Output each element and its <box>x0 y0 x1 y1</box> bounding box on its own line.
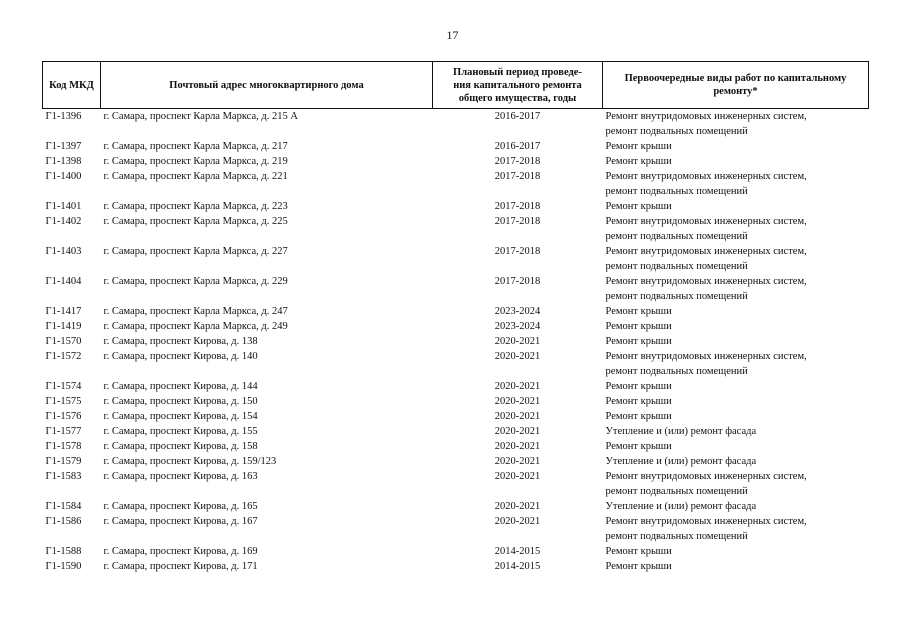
works-line: Ремонт крыши <box>605 381 672 392</box>
cell-works <box>603 109 869 140</box>
works-line: Ремонт крыши <box>605 141 672 152</box>
table-row <box>43 214 869 244</box>
cell-code: Г1-1417 <box>45 306 82 317</box>
cell-works <box>603 499 869 514</box>
cell-works <box>603 424 869 439</box>
table-row <box>43 319 869 334</box>
table-row <box>43 499 869 514</box>
table-row <box>43 139 869 154</box>
table-row <box>43 409 869 424</box>
housing-repair-table <box>42 61 869 574</box>
cell-code: Г1-1588 <box>45 546 82 557</box>
cell-address: г. Самара, проспект Карла Маркса, д. 229 <box>103 276 288 287</box>
works-line: ремонт подвальных помещений <box>605 531 748 542</box>
cell-code: Г1-1404 <box>45 276 82 287</box>
works-line: Ремонт внутридомовых инженерных систем, <box>605 246 807 257</box>
cell-works <box>603 394 869 409</box>
cell-works <box>603 379 869 394</box>
cell-code: Г1-1574 <box>45 381 82 392</box>
cell-code: Г1-1586 <box>45 516 82 527</box>
table-row <box>43 559 869 574</box>
cell-period: 2014-2015 <box>494 561 541 572</box>
table-body <box>43 109 869 575</box>
header-period <box>433 62 603 109</box>
cell-period: 2017-2018 <box>494 171 541 182</box>
works-line: ремонт подвальных помещений <box>605 261 748 272</box>
table-row <box>43 169 869 199</box>
cell-code: Г1-1577 <box>45 426 82 437</box>
cell-code: Г1-1396 <box>45 111 82 122</box>
table-row <box>43 304 869 319</box>
cell-period: 2017-2018 <box>494 276 541 287</box>
header-period-line: ния капитального ремонта <box>453 79 582 91</box>
works-line: Ремонт крыши <box>605 321 672 332</box>
cell-period: 2017-2018 <box>494 156 541 167</box>
works-line: Ремонт крыши <box>605 156 672 167</box>
table-row <box>43 274 869 304</box>
cell-works <box>603 319 869 334</box>
header-period-line: общего имущества, годы <box>458 92 577 104</box>
cell-period: 2023-2024 <box>494 306 541 317</box>
cell-address: г. Самара, проспект Кирова, д. 144 <box>103 381 258 392</box>
cell-address: г. Самара, проспект Карла Маркса, д. 247 <box>103 306 288 317</box>
works-line: Ремонт крыши <box>605 561 672 572</box>
cell-works <box>603 439 869 454</box>
works-line: Ремонт крыши <box>605 411 672 422</box>
works-line: Ремонт крыши <box>605 546 672 557</box>
cell-period: 2020-2021 <box>494 441 541 452</box>
cell-works <box>603 454 869 469</box>
cell-works <box>603 199 869 214</box>
cell-code: Г1-1584 <box>45 501 82 512</box>
works-line: Ремонт внутридомовых инженерных систем, <box>605 216 807 227</box>
cell-period: 2020-2021 <box>494 516 541 527</box>
cell-works <box>603 469 869 499</box>
cell-period: 2023-2024 <box>494 321 541 332</box>
cell-code: Г1-1400 <box>45 171 82 182</box>
cell-address: г. Самара, проспект Карла Маркса, д. 225 <box>103 216 288 227</box>
cell-code: Г1-1572 <box>45 351 82 362</box>
cell-period: 2020-2021 <box>494 501 541 512</box>
cell-period: 2020-2021 <box>494 456 541 467</box>
cell-code: Г1-1397 <box>45 141 82 152</box>
works-line: Ремонт крыши <box>605 201 672 212</box>
cell-period: 2020-2021 <box>494 396 541 407</box>
cell-period: 2017-2018 <box>494 246 541 257</box>
cell-period: 2020-2021 <box>494 411 541 422</box>
works-line: ремонт подвальных помещений <box>605 231 748 242</box>
cell-code: Г1-1579 <box>45 456 82 467</box>
cell-address: г. Самара, проспект Кирова, д. 159/123 <box>103 456 277 467</box>
cell-address: г. Самара, проспект Карла Маркса, д. 227 <box>103 246 288 257</box>
table-row <box>43 544 869 559</box>
cell-address: г. Самара, проспект Кирова, д. 154 <box>103 411 258 422</box>
works-line: ремонт подвальных помещений <box>605 291 748 302</box>
cell-works <box>603 304 869 319</box>
header-period-line: Плановый период проведе- <box>453 66 582 78</box>
cell-works <box>603 169 869 199</box>
table-row <box>43 379 869 394</box>
cell-code: Г1-1578 <box>45 441 82 452</box>
works-line: Ремонт крыши <box>605 396 672 407</box>
works-line: Утепление и (или) ремонт фасада <box>605 426 757 437</box>
cell-address: г. Самара, проспект Карла Маркса, д. 221 <box>103 171 288 182</box>
header-works-line: ремонту* <box>713 86 758 97</box>
cell-works <box>603 274 869 304</box>
works-line: ремонт подвальных помещений <box>605 486 748 497</box>
header-works-line: Первоочередные виды работ по капитальному <box>624 73 847 84</box>
works-line: Ремонт внутридомовых инженерных систем, <box>605 471 807 482</box>
cell-code: Г1-1401 <box>45 201 82 212</box>
works-line: Ремонт крыши <box>605 306 672 317</box>
cell-code: Г1-1575 <box>45 396 82 407</box>
cell-period: 2016-2017 <box>494 111 541 122</box>
table-row <box>43 199 869 214</box>
cell-works <box>603 334 869 349</box>
header-code: Код МКД <box>43 62 101 109</box>
cell-address: г. Самара, проспект Кирова, д. 150 <box>103 396 258 407</box>
table-row <box>43 454 869 469</box>
cell-works <box>603 409 869 424</box>
works-line: ремонт подвальных помещений <box>605 126 748 137</box>
table-row <box>43 469 869 499</box>
table-header-row <box>43 62 869 109</box>
page-number: 17 <box>446 28 459 42</box>
cell-code: Г1-1570 <box>45 336 82 347</box>
works-line: Ремонт внутридомовых инженерных систем, <box>605 351 807 362</box>
cell-period: 2014-2015 <box>494 546 541 557</box>
table-row <box>43 154 869 169</box>
works-line: Утепление и (или) ремонт фасада <box>605 456 757 467</box>
cell-works <box>603 154 869 169</box>
cell-period: 2017-2018 <box>494 201 541 212</box>
cell-address: г. Самара, проспект Кирова, д. 155 <box>103 426 258 437</box>
cell-address: г. Самара, проспект Карла Маркса, д. 215 А <box>103 111 298 122</box>
cell-period: 2017-2018 <box>494 216 541 227</box>
cell-address: г. Самара, проспект Кирова, д. 169 <box>103 546 258 557</box>
works-line: Ремонт внутридомовых инженерных систем, <box>605 111 807 122</box>
works-line: Утепление и (или) ремонт фасада <box>605 501 757 512</box>
cell-address: г. Самара, проспект Кирова, д. 171 <box>103 561 258 572</box>
table-row <box>43 424 869 439</box>
works-line: Ремонт внутридомовых инженерных систем, <box>605 516 807 527</box>
cell-address: г. Самара, проспект Кирова, д. 165 <box>103 501 258 512</box>
cell-works <box>603 139 869 154</box>
table-row <box>43 439 869 454</box>
cell-code: Г1-1576 <box>45 411 82 422</box>
cell-address: г. Самара, проспект Кирова, д. 138 <box>103 336 258 347</box>
works-line: Ремонт крыши <box>605 336 672 347</box>
works-line: ремонт подвальных помещений <box>605 186 748 197</box>
works-line: Ремонт внутридомовых инженерных систем, <box>605 171 807 182</box>
cell-works <box>603 514 869 544</box>
works-line: Ремонт крыши <box>605 441 672 452</box>
cell-works <box>603 244 869 274</box>
cell-address: г. Самара, проспект Кирова, д. 158 <box>103 441 258 452</box>
table-row <box>43 514 869 544</box>
cell-code: Г1-1583 <box>45 471 82 482</box>
cell-period: 2020-2021 <box>494 471 541 482</box>
cell-address: г. Самара, проспект Кирова, д. 163 <box>103 471 258 482</box>
table-row <box>43 394 869 409</box>
works-line: Ремонт внутридомовых инженерных систем, <box>605 276 807 287</box>
cell-address: г. Самара, проспект Карла Маркса, д. 223 <box>103 201 288 212</box>
cell-address: г. Самара, проспект Карла Маркса, д. 219 <box>103 156 288 167</box>
cell-works <box>603 559 869 574</box>
cell-works <box>603 214 869 244</box>
cell-address: г. Самара, проспект Карла Маркса, д. 249 <box>103 321 288 332</box>
cell-works <box>603 544 869 559</box>
cell-code: Г1-1590 <box>45 561 82 572</box>
table-row <box>43 244 869 274</box>
cell-address: г. Самара, проспект Карла Маркса, д. 217 <box>103 141 288 152</box>
cell-period: 2020-2021 <box>494 381 541 392</box>
cell-code: Г1-1403 <box>45 246 82 257</box>
cell-address: г. Самара, проспект Кирова, д. 140 <box>103 351 258 362</box>
cell-code: Г1-1398 <box>45 156 82 167</box>
table-row <box>43 349 869 379</box>
cell-code: Г1-1419 <box>45 321 82 332</box>
header-works <box>603 62 869 109</box>
cell-period: 2020-2021 <box>494 426 541 437</box>
cell-address: г. Самара, проспект Кирова, д. 167 <box>103 516 258 527</box>
cell-period: 2020-2021 <box>494 351 541 362</box>
cell-period: 2016-2017 <box>494 141 541 152</box>
cell-period: 2020-2021 <box>494 336 541 347</box>
cell-code: Г1-1402 <box>45 216 82 227</box>
works-line: ремонт подвальных помещений <box>605 366 748 377</box>
cell-works <box>603 349 869 379</box>
table-row <box>43 334 869 349</box>
table-row <box>43 109 869 140</box>
header-address: Почтовый адрес многоквартирного дома <box>101 62 433 109</box>
